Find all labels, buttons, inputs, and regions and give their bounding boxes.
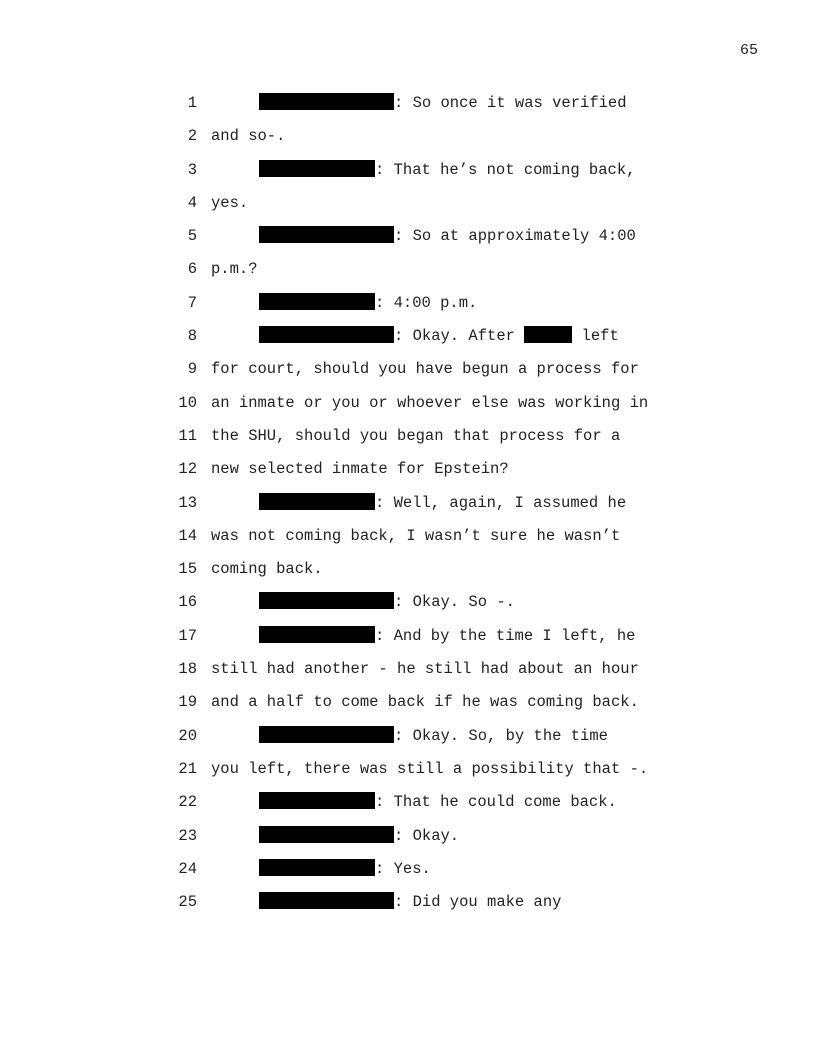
line-text bbox=[211, 890, 561, 914]
inline-redaction bbox=[524, 326, 572, 343]
line-number: 2 bbox=[187, 127, 197, 146]
line-text bbox=[211, 624, 635, 648]
transcript-line bbox=[0, 91, 816, 124]
line-text bbox=[211, 291, 477, 315]
speaker-redaction bbox=[259, 493, 375, 510]
line-content: yes. bbox=[211, 193, 249, 212]
line-number: 24 bbox=[178, 859, 197, 878]
transcript-line bbox=[0, 224, 816, 257]
speaker-redaction bbox=[259, 592, 394, 609]
line-text bbox=[211, 590, 515, 614]
line-content: coming back. bbox=[211, 560, 323, 579]
line-text bbox=[211, 257, 258, 281]
line-content: you left, there was still a possibility that -. bbox=[211, 759, 649, 778]
line-text bbox=[211, 124, 285, 148]
line-number: 23 bbox=[178, 826, 197, 845]
line-text bbox=[211, 657, 639, 681]
line-content: and so-. bbox=[211, 127, 286, 146]
line-content: p.m.? bbox=[211, 260, 258, 279]
line-text bbox=[211, 491, 626, 515]
line-text bbox=[211, 524, 620, 548]
transcript-line bbox=[0, 857, 816, 890]
page-number: 65 bbox=[740, 42, 759, 59]
line-number: 12 bbox=[178, 460, 197, 479]
line-number: 16 bbox=[178, 593, 197, 612]
line-text bbox=[211, 158, 635, 182]
line-number: 20 bbox=[178, 726, 197, 745]
speaker-redaction bbox=[259, 226, 394, 243]
line-content: : That he’s not coming back, bbox=[375, 160, 636, 179]
line-number: 22 bbox=[178, 793, 197, 812]
transcript-line bbox=[0, 890, 816, 923]
line-content: still had another - he still had about an hour bbox=[211, 660, 639, 679]
transcript-line bbox=[0, 690, 816, 723]
line-number: 14 bbox=[178, 526, 197, 545]
speaker-redaction bbox=[259, 859, 375, 876]
transcript-line bbox=[0, 624, 816, 657]
transcript-line bbox=[0, 124, 816, 157]
line-content: the SHU, should you began that process for a bbox=[211, 426, 621, 445]
line-text bbox=[211, 757, 648, 781]
line-content: : Well, again, I assumed he bbox=[375, 493, 627, 512]
line-number: 6 bbox=[187, 260, 197, 279]
line-content: : 4:00 p.m. bbox=[375, 293, 478, 312]
line-content: : That he could come back. bbox=[375, 793, 617, 812]
line-number: 9 bbox=[187, 360, 197, 379]
transcript-line bbox=[0, 357, 816, 390]
transcript-line bbox=[0, 291, 816, 324]
line-text bbox=[211, 357, 639, 381]
speaker-redaction bbox=[259, 326, 394, 343]
transcript-line bbox=[0, 824, 816, 857]
line-number: 21 bbox=[178, 759, 197, 778]
transcript-line bbox=[0, 191, 816, 224]
line-number: 3 bbox=[187, 160, 197, 179]
line-number: 18 bbox=[178, 660, 197, 679]
transcript-line bbox=[0, 257, 816, 290]
transcript-line bbox=[0, 457, 816, 490]
line-number: 11 bbox=[178, 426, 197, 445]
transcript-line bbox=[0, 424, 816, 457]
line-number: 1 bbox=[187, 94, 197, 112]
line-number: 7 bbox=[187, 293, 197, 312]
line-number: 19 bbox=[178, 693, 197, 712]
line-content: an inmate or you or whoever else was working in bbox=[211, 393, 649, 412]
line-number: 4 bbox=[187, 193, 197, 212]
line-content: new selected inmate for Epstein? bbox=[211, 460, 509, 479]
transcript bbox=[0, 91, 816, 923]
line-text bbox=[211, 857, 431, 881]
line-content: for court, should you have begun a process for bbox=[211, 360, 639, 379]
line-text bbox=[211, 790, 617, 814]
line-content: : So at approximately 4:00 bbox=[394, 227, 636, 246]
line-text bbox=[211, 91, 627, 115]
speaker-redaction bbox=[259, 892, 394, 909]
line-number: 25 bbox=[178, 893, 197, 912]
line-content: : And by the time I left, he bbox=[375, 626, 636, 645]
transcript-line bbox=[0, 724, 816, 757]
line-text bbox=[211, 391, 648, 415]
line-content: : Did you make any bbox=[394, 893, 562, 912]
transcript-line bbox=[0, 324, 816, 357]
line-text bbox=[211, 690, 639, 714]
transcript-line bbox=[0, 590, 816, 623]
transcript-line bbox=[0, 657, 816, 690]
line-number: 8 bbox=[187, 327, 197, 346]
line-content: : Okay. So -. bbox=[394, 593, 515, 612]
transcript-line bbox=[0, 158, 816, 191]
line-number: 5 bbox=[187, 227, 197, 246]
speaker-redaction bbox=[259, 626, 375, 643]
line-text bbox=[211, 324, 619, 348]
transcript-line bbox=[0, 757, 816, 790]
line-content-after: left bbox=[572, 327, 619, 346]
speaker-redaction bbox=[259, 726, 394, 743]
line-number: 13 bbox=[178, 493, 197, 512]
line-content: : So once it was verified bbox=[394, 94, 627, 112]
line-text bbox=[211, 224, 636, 248]
transcript-line bbox=[0, 524, 816, 557]
line-content: : Okay. bbox=[394, 826, 460, 845]
speaker-redaction bbox=[259, 826, 394, 843]
line-content: : Okay. After bbox=[394, 327, 525, 346]
line-text bbox=[211, 457, 509, 481]
line-content: : Okay. So, by the time bbox=[394, 726, 608, 745]
line-text bbox=[211, 724, 608, 748]
transcript-line bbox=[0, 391, 816, 424]
speaker-redaction bbox=[259, 792, 375, 809]
transcript-line bbox=[0, 491, 816, 524]
line-number: 17 bbox=[178, 626, 197, 645]
line-content: was not coming back, I wasn’t sure he wasn’t bbox=[211, 526, 621, 545]
line-text bbox=[211, 824, 459, 848]
line-number: 10 bbox=[178, 393, 197, 412]
line-content: : Yes. bbox=[375, 859, 431, 878]
speaker-redaction bbox=[259, 293, 375, 310]
speaker-redaction bbox=[259, 93, 394, 110]
line-number: 15 bbox=[178, 560, 197, 579]
line-content: and a half to come back if he was coming back. bbox=[211, 693, 639, 712]
speaker-redaction bbox=[259, 160, 375, 177]
line-text bbox=[211, 191, 248, 215]
line-text bbox=[211, 557, 323, 581]
line-text bbox=[211, 424, 620, 448]
transcript-line bbox=[0, 557, 816, 590]
transcript-line bbox=[0, 790, 816, 823]
